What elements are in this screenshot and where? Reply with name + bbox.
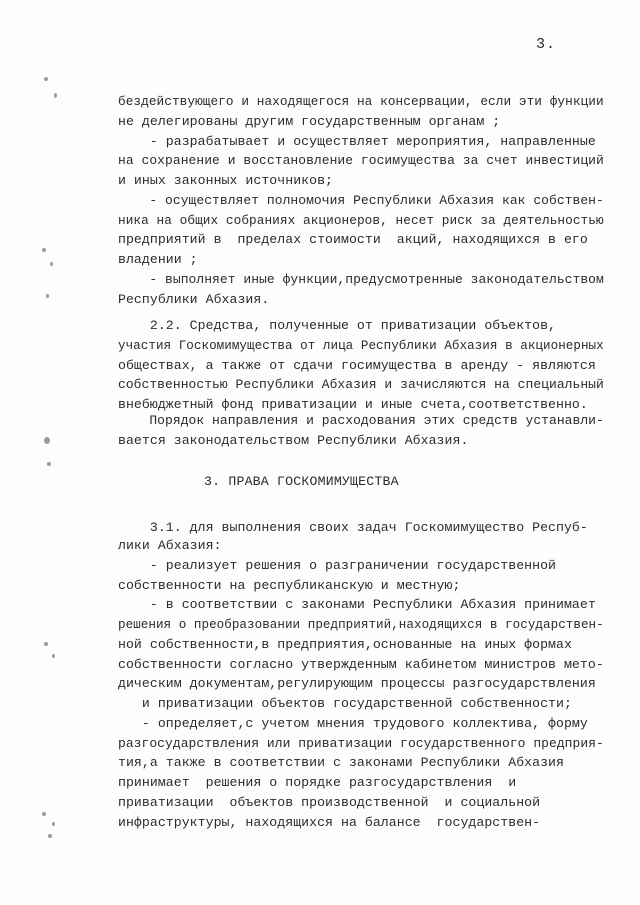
binding-hole-mark bbox=[48, 834, 52, 838]
text-line: - реализует решения о разграничении государственной bbox=[118, 558, 557, 573]
binding-hole-mark bbox=[50, 262, 53, 266]
text-line: Республики Абхазия. bbox=[118, 292, 270, 307]
text-line: - разрабатывает и осуществляет мероприятия, направленные bbox=[118, 134, 596, 149]
text-line: собственностью Республики Абхазия и зачисляются на специальный bbox=[118, 377, 604, 392]
text-line: собственности согласно утвержденным кабинетом министров мето- bbox=[118, 657, 604, 672]
text-line: и приватизации объектов государственной собственности; bbox=[118, 696, 572, 711]
binding-hole-mark bbox=[47, 462, 51, 466]
binding-hole-mark bbox=[42, 248, 46, 252]
text-line: собственности на республиканскую и местную; bbox=[118, 578, 461, 593]
binding-hole-mark bbox=[46, 294, 49, 298]
binding-hole-mark bbox=[44, 437, 50, 444]
section-heading: 3. ПРАВА ГОСКОМИМУЩЕСТВА bbox=[204, 474, 399, 489]
text-line: не делегированы другим государственным органам ; bbox=[118, 114, 501, 129]
text-line: разгосударствления или приватизации государственного предприя- bbox=[118, 736, 604, 751]
text-line: лики Абхазия: bbox=[118, 538, 222, 553]
text-line: принимает решения о порядке разгосударствления и bbox=[118, 775, 517, 790]
text-line: ника на общих собраниях акционеров, несет риск за деятельностью bbox=[118, 213, 604, 228]
text-line: тия,а также в соответствии с законами Республики Абхазия bbox=[118, 755, 564, 770]
text-line: 3.1. для выполнения своих задач Госкомимущество Респуб- bbox=[118, 520, 588, 535]
text-line: - осуществляет полномочия Республики Абхазия как собствен- bbox=[118, 193, 604, 208]
binding-hole-mark bbox=[42, 812, 46, 816]
text-line: Порядок направления и расходования этих средств устанавли- bbox=[118, 413, 604, 428]
text-line: - в соответствии с законами Республики Абхазия принимает bbox=[118, 597, 596, 612]
binding-hole-mark bbox=[44, 77, 48, 81]
text-line: вается законодательством Республики Абхазия. bbox=[118, 433, 469, 448]
text-line: на сохранение и восстановление госимущества за счет инвестиций bbox=[118, 153, 604, 168]
text-line: предприятий в пределах стоимости акций, находящихся в его bbox=[118, 232, 588, 247]
text-line: инфраструктуры, находящихся на балансе государствен- bbox=[118, 815, 541, 830]
text-line: и иных законных источников; bbox=[118, 173, 334, 188]
binding-hole-mark bbox=[52, 822, 55, 826]
page-number: 3. bbox=[536, 36, 557, 53]
text-line: внебюджетный фонд приватизации и иные счета,соответственно. bbox=[118, 397, 588, 412]
text-line: 2.2. Средства, полученные от приватизации объектов, bbox=[118, 318, 557, 333]
binding-hole-mark bbox=[54, 93, 57, 98]
text-line: бездействующего и находящегося на консервации, если эти функции bbox=[118, 94, 604, 109]
text-line: - выполняет иные функции,предусмотренные законодательством bbox=[118, 272, 604, 287]
text-line: участия Госкомимущества от лица Республики Абхазия в акционерных bbox=[118, 338, 604, 353]
text-line: дическим документам,регулирующим процессы разгосударствления bbox=[118, 676, 596, 691]
text-line: решения о преобразовании предприятий,находящихся в государствен- bbox=[118, 617, 604, 632]
text-line: - определяет,с учетом мнения трудового коллектива, форму bbox=[118, 716, 588, 731]
text-line: владении ; bbox=[118, 252, 198, 267]
text-line: приватизации объектов производственной и социальной bbox=[118, 795, 541, 810]
text-line: обществах, а также от сдачи госимущества в аренду - являются bbox=[118, 358, 596, 373]
binding-hole-mark bbox=[52, 654, 55, 658]
text-line: ной собственности,в предприятия,основанные на иных формах bbox=[118, 637, 572, 652]
binding-hole-mark bbox=[44, 642, 48, 646]
